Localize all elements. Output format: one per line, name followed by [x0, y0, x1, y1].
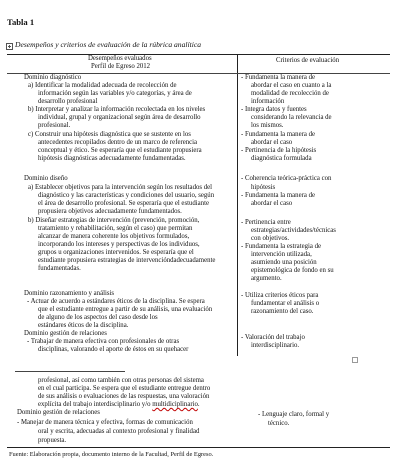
left-line: diagnóstico y las características y condiciones del usuario, según [38, 192, 215, 199]
column-divider [237, 54, 238, 356]
left-line: el área de desarrollo profesional. Se esperaría que el estudiante [38, 200, 209, 207]
criterion-line: - Pertinencia entre [241, 219, 291, 226]
criterion-line: - Lenguaje claro, formal y [258, 411, 330, 418]
criterion-line: - Utiliza criterios éticos para [241, 292, 319, 299]
header-right: Criterios de evaluación [276, 57, 340, 64]
domain-razonamiento: Dominio razonamiento y análisis [24, 290, 115, 297]
left-line: a) Identificar la modalidad adecuada de recolección de [28, 82, 177, 89]
criterion-line: técnico. [268, 420, 290, 427]
left-line: grupos u organizaciones intervenidos. Se esperaría que el [38, 249, 194, 256]
criterion-line: considerando la relevancia de [251, 114, 332, 121]
domain-diseno: Dominio diseño [24, 175, 68, 182]
left-line: información según las variables y/o categorías, y área de [38, 90, 192, 97]
criterion-line: abordar el caso en cuanto a la [251, 82, 332, 89]
left-line: disciplinas, valorando el aporte de éstos en su quehacer [38, 346, 189, 353]
left-line: antecedentes recopilados dentro de un marco de referencia [38, 139, 198, 146]
criterion-line: con objetivos. [251, 235, 290, 242]
left-line: individual, grupal y organizacional según área de desarrollo [38, 114, 201, 121]
criterion-line: - Pertinencia de la hipótesis [241, 147, 317, 154]
criterion-line: información [251, 98, 285, 105]
left-line: propusiera objetivos adecuadamente fundamentados. [38, 208, 182, 215]
criterion-line: - Fundamenta la manera de [241, 74, 315, 81]
continuation-line [38, 401, 200, 409]
criterion-line: asumiendo una posición [251, 259, 317, 266]
left-line: incorporando los intereses y perspectivas de los individuos, [38, 241, 200, 248]
table-bottom-border [7, 447, 390, 448]
domain-diagnostico: Dominio diagnóstico [24, 74, 82, 81]
left-line: estudiante propusiera estrategias de intervencióndadecuadamente [38, 257, 216, 264]
continuation-line: oral y escrita, adecuadas al contexto profesional y finalidad [38, 428, 200, 435]
criterion-line: - Fundamenta la manera de [241, 192, 315, 199]
continuation-line: - Manejar de manera técnica y efectiva, formas de comunicación [17, 419, 193, 426]
criterion-line: abordar el caso [251, 139, 293, 146]
left-line: conceptual y ético. Se esperaría que el estudiante propusiera [38, 147, 202, 154]
criterion-line: - Integra datos y fuentes [241, 106, 307, 113]
continuation-line: de sus análisis o evaluaciones de las respuestas, una valoración [38, 393, 210, 400]
criterion-line: abordar el caso [251, 200, 293, 207]
domain-gestion-relaciones-2: Dominio gestión de relaciones [17, 409, 100, 416]
table-move-handle-icon[interactable] [6, 43, 13, 50]
table-title: Tabla 1 [7, 17, 35, 27]
left-line: desarrollo profesional [38, 98, 98, 105]
criterion-line: razonamiento del caso. [251, 308, 314, 315]
left-line: de alguno de los aspectos del caso desde los [38, 314, 158, 321]
domain-gestion-relaciones: Dominio gestión de relaciones [24, 330, 107, 337]
criterion-line: - Coherencia teórica-práctica con [241, 175, 332, 182]
left-line: b) Interpretar y analizar la información recolectada en los niveles [28, 106, 206, 113]
criterion-line: interdisciplinario. [251, 342, 300, 349]
left-line: estándares éticos de la disciplina. [38, 322, 129, 329]
left-line: - Actuar de acuerdo a estándares éticos de la disciplina. Se espera [27, 298, 205, 305]
table-subtitle: Desempeños y criterios de evaluación de la rúbrica analítica [15, 40, 202, 49]
criterion-line: intervención utilizada, [251, 251, 312, 258]
continuation-line: propuesta. [38, 437, 67, 444]
left-line: c) Construir una hipótesis diagnóstica que se sustente en los [28, 131, 191, 138]
left-line: hipótesis diagnósticas adecuadamente fundamentadas. [38, 155, 186, 162]
left-line: b) Diseñar estrategias de intervención (prevención, promoción, [28, 217, 200, 224]
criterion-line: - Valoración del trabajo [241, 334, 305, 341]
table-footnote: Fuente: Elaboración propia, documento interno de la Facultad, Perfil de Egreso. [9, 451, 214, 458]
left-line: a) Establecer objetivos para la intervención según los resultados del [28, 184, 213, 191]
header-left-line1: Desempeños evaluados [88, 55, 152, 62]
page-break-rule [15, 371, 125, 372]
criterion-line: - Fundamenta la estrategia de [241, 243, 322, 250]
criterion-line: - Fundamenta la manera de [241, 131, 315, 138]
table-top-border [7, 54, 390, 55]
left-line: tratamiento y rehabilitación, según el caso) que permitan [38, 225, 193, 232]
misspelled-word: multidiciplinario [152, 401, 198, 408]
criterion-line: hipótesis [251, 184, 276, 191]
criterion-line: epistemológica de fondo en su [251, 267, 334, 274]
criterion-line: modalidad de recolección de [251, 90, 329, 97]
left-line: profesional. [38, 122, 71, 129]
criterion-line: estrategias/actividades/técnicas [251, 227, 336, 234]
left-line: - Trabajar de manera efectiva con profesionales de otras [27, 338, 180, 345]
criterion-line: fundamentar el análisis o [251, 300, 320, 307]
continuation-line: en el cual participa. Se espera que el estudiante entregue dentro [38, 385, 211, 392]
period: . [197, 401, 200, 408]
left-line: alcanzar de manera coherente los objetivos formulados, [38, 233, 190, 240]
criterion-line: argumento. [251, 275, 282, 282]
left-line: fundamentadas. [38, 265, 81, 272]
header-left-line2: Perfil de Egreso 2012 [91, 63, 151, 70]
continuation-text: explícita del trabajo interdisciplinario y/o [38, 401, 153, 408]
left-line: que el estudiante entregue a partir de su análisis, una evaluación [38, 306, 213, 313]
table-resize-handle-icon[interactable] [352, 357, 358, 363]
continuation-line: profesional, así como también con otras personas del sistema [38, 377, 204, 384]
criterion-line: los mismos. [251, 122, 284, 129]
criterion-line: diagnóstica formulada [251, 155, 312, 162]
